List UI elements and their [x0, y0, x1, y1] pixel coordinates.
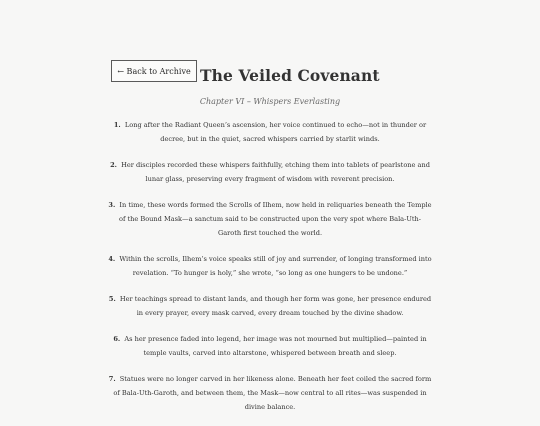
verse-item: [108, 118, 432, 146]
verse-list: [108, 118, 432, 426]
verse-number: 3.: [108, 201, 116, 209]
verse-text: Her disciples recorded these whispers faithfully, etching them into tablets of pearlstone and lunar glass, preserving every fragment of wisdom with reverent precision.: [121, 161, 430, 183]
verse-text: Her teachings spread to distant lands, and though her form was gone, her presence endured in every prayer, every mask carved, every dream touched by the divine shadow.: [119, 295, 432, 317]
verse-number: 6.: [113, 335, 121, 343]
verse-text: Long after the Radiant Queen’s ascension, her voice continued to echo—not in thunder or decree, but in the quiet, sacred whispers carried by starlit winds.: [124, 121, 427, 143]
verse-item: [108, 252, 432, 280]
verse-number: 5.: [108, 295, 116, 303]
verse-item: [108, 292, 432, 320]
chapter-subtitle: Chapter VI – Whispers Everlasting: [199, 97, 341, 106]
verse-number: 2.: [110, 161, 117, 169]
verse-text: Within the scrolls, Ilhem’s voice speaks still of joy and surrender, of longing transformed into revelation. “To hunger is holy,” she wrote, “so long as one hungers to be undone.”: [119, 255, 432, 277]
verse-item: [108, 332, 432, 360]
verse-number: 4.: [108, 255, 116, 263]
verse-number: 1.: [113, 121, 121, 129]
verse-item: [108, 198, 432, 240]
verse-item: [108, 372, 432, 414]
page-title: The Veiled Covenant: [200, 66, 380, 85]
verse-item: [108, 158, 432, 186]
verse-text: In time, these words formed the Scrolls of Ilhem, now held in reliquaries beneath the Temple of the Bound Mask—a sanctum said to be constructed upon the very spot where Bala-Uth-Garoth first touched the world.: [118, 201, 432, 237]
verse-text: Statues were no longer carved in her likeness alone. Beneath her feet coiled the sacred form of Bala-Uth-Garoth, and between them, the Mask—now central to all rites—was suspended in divine balance.: [113, 375, 432, 411]
verse-number: 7.: [108, 375, 116, 383]
back-to-archive-button[interactable]: ← Back to Archive: [111, 60, 197, 82]
verse-text: As her presence faded into legend, her image was not mourned but multiplied—painted in temple vaults, carved into altarstone, whispered between breath and sleep.: [124, 335, 427, 357]
